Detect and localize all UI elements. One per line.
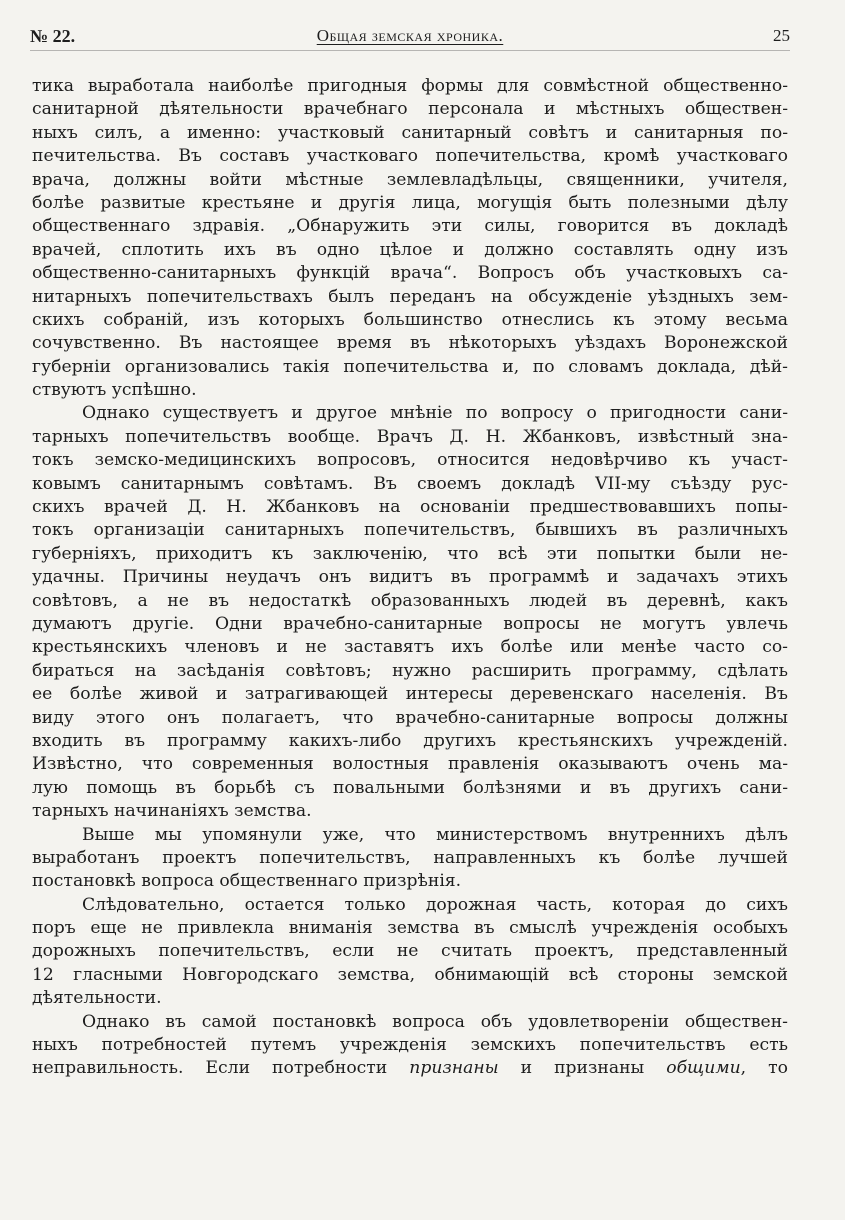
text-line: общественнаго здравія. „Обнаружить эти силы, говорится въ докладѣ xyxy=(32,216,788,237)
text-line: Извѣстно, что современныя волостныя правленія оказываютъ очень ма- xyxy=(32,754,788,775)
paragraph xyxy=(32,1011,788,1081)
text-line xyxy=(32,1057,788,1080)
text-line: Слѣдовательно, остается только дорожная часть, которая до сихъ xyxy=(82,894,788,915)
article-body xyxy=(32,75,788,1081)
text-line: скихъ врачей Д. Н. Жбанковъ на основаніи предшествовавшихъ попы- xyxy=(32,497,788,518)
text-line: крестьянскихъ членовъ и не заставятъ ихъ болѣе или менѣе часто со- xyxy=(32,637,788,658)
issue-number: № 22. xyxy=(30,26,76,46)
paragraph xyxy=(32,402,788,823)
text-line: дорожныхъ попечительствъ, если не считать проектъ, представленный xyxy=(32,941,788,962)
text-line: 12 гласными Новгородскаго земства, обнимающій всѣ стороны земской xyxy=(32,964,788,985)
page-number: 25 xyxy=(773,26,790,45)
text-line: виду этого онъ полагаетъ, что врачебно-санитарные вопросы должны xyxy=(32,707,788,728)
text-line: выработанъ проектъ попечительствъ, направленныхъ къ болѣе лучшей xyxy=(32,847,788,868)
text-line: губерніи организовались такія попечительства и, по словамъ доклада, дѣй- xyxy=(32,356,788,377)
text-line: скихъ собраній, изъ которыхъ большинство отнеслись къ этому весьма xyxy=(32,309,788,330)
text-line: тарныхъ начинаніяхъ земства. xyxy=(32,801,312,822)
text-line: ковымъ санитарнымъ совѣтамъ. Въ своемъ докладѣ VII-му съѣзду рус- xyxy=(32,473,788,494)
text-line: совѣтовъ, а не въ недостаткѣ образованныхъ людей въ деревнѣ, какъ xyxy=(32,590,788,611)
text-line: удачны. Причины неудачъ онъ видитъ въ программѣ и задачахъ этихъ xyxy=(32,567,788,588)
text-line: дѣятельности. xyxy=(32,988,162,1009)
text-line: нитарныхъ попечительствахъ былъ переданъ на обсужденіе уѣздныхъ зем- xyxy=(32,286,788,307)
text-line: ныхъ силъ, а именно: участковый санитарный совѣтъ и санитарныя по- xyxy=(32,122,788,143)
text-line: врачей, сплотить ихъ въ одно цѣлое и должно составлять одну изъ xyxy=(32,239,788,260)
paragraph xyxy=(32,824,788,894)
text-line: санитарной дѣятельности врачебнаго персонала и мѣстныхъ обществен- xyxy=(32,99,788,120)
text-line: лую помощь въ борьбѣ съ повальными болѣзнями и въ другихъ сани- xyxy=(32,777,788,798)
text-run: и признаны xyxy=(498,1058,667,1079)
header-rule xyxy=(30,50,790,51)
text-line: болѣе развитые крестьяне и другія лица, могущія быть полезными дѣлу xyxy=(32,192,788,213)
paragraph xyxy=(32,894,788,1011)
emphasis-text: общими xyxy=(666,1058,741,1079)
text-line: входить въ программу какихъ-либо другихъ крестьянскихъ учрежденій. xyxy=(32,730,788,751)
text-line: ствуютъ успѣшно. xyxy=(32,380,197,401)
paragraph xyxy=(32,75,788,402)
text-line: бираться на засѣданія совѣтовъ; нужно расширить программу, сдѣлать xyxy=(32,660,788,681)
text-line: губерніяхъ, приходитъ къ заключенію, что всѣ эти попытки были не- xyxy=(32,543,788,564)
text-line: тарныхъ попечительствъ вообще. Врачъ Д. Н. Жбанковъ, извѣстный зна- xyxy=(32,426,788,447)
text-line: думаютъ другіе. Одни врачебно-санитарные вопросы не могутъ увлечь xyxy=(32,613,788,634)
text-line: ее болѣе живой и затрагивающей интересы деревенскаго населенія. Въ xyxy=(32,684,788,705)
running-header xyxy=(30,26,790,52)
text-line: сочувственно. Въ настоящее время въ нѣкоторыхъ уѣздахъ Воронежской xyxy=(32,333,788,354)
text-line: Выше мы упомянули уже, что министерствомъ внутреннихъ дѣлъ xyxy=(82,824,788,845)
text-line: ныхъ потребностей путемъ учрежденія земскихъ попечительствъ есть xyxy=(32,1035,788,1056)
text-line: поръ еще не привлекла вниманія земства въ смыслѣ учрежденія особыхъ xyxy=(32,918,788,939)
text-line: врача, должны войти мѣстные землевладѣльцы, священники, учителя, xyxy=(32,169,788,190)
text-line: постановкѣ вопроса общественнаго призрѣнія. xyxy=(32,871,462,892)
text-line: токъ земско-медицинскихъ вопросовъ, относится недовѣрчиво къ участ- xyxy=(32,450,788,471)
text-line: печительства. Въ составъ участковаго попечительства, кромѣ участковаго xyxy=(32,146,788,167)
running-title: Общая земская хроника. xyxy=(316,26,504,45)
emphasis-text: признаны xyxy=(409,1058,499,1079)
text-run: неправильность. Если потребности xyxy=(32,1058,410,1079)
text-line: токъ организаціи санитарныхъ попечительствъ, бывшихъ въ различныхъ xyxy=(32,520,788,541)
text-line: Однако существуетъ и другое мнѣніе по вопросу о пригодности сани- xyxy=(82,403,788,424)
text-line: тика выработала наиболѣе пригодныя формы для совмѣстной общественно- xyxy=(32,76,788,96)
text-run: , то xyxy=(740,1058,788,1079)
text-line: общественно-санитарныхъ функцій врача“. Вопросъ объ участковыхъ са- xyxy=(32,263,788,284)
text-line: Однако въ самой постановкѣ вопроса объ удовлетвореніи обществен- xyxy=(82,1011,788,1032)
